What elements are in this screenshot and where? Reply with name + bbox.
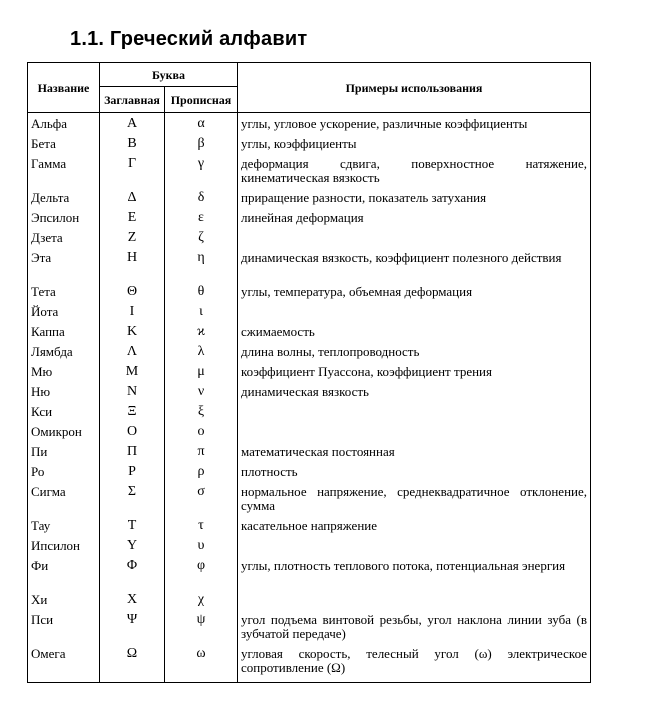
- lowercase-letter-cell: υ: [165, 539, 238, 559]
- lowercase-letter-cell: χ: [165, 593, 238, 613]
- lowercase-letter-cell: ν: [165, 385, 238, 405]
- lowercase-letter-cell: μ: [165, 365, 238, 385]
- table-row: [28, 157, 591, 191]
- header-lower: Прописная: [165, 87, 238, 113]
- table-row: [28, 191, 591, 211]
- uppercase-letter-cell: Τ: [100, 519, 165, 539]
- uppercase-letter-cell: Ε: [100, 211, 165, 231]
- table-row: [28, 251, 591, 285]
- usage-examples-cell: нормальное напряжение, среднеквадратичное отклонение, сумма: [238, 485, 591, 519]
- uppercase-letter-cell: Φ: [100, 559, 165, 593]
- header-upper: Заглавная: [100, 87, 165, 113]
- uppercase-letter-cell: Ξ: [100, 405, 165, 425]
- usage-examples-cell: деформация сдвига, поверхностное натяжение, кинематическая вязкость: [238, 157, 591, 191]
- lowercase-letter-cell: ε: [165, 211, 238, 231]
- usage-examples-cell: углы, плотность теплового потока, потенциальная энергия: [238, 559, 591, 593]
- letter-name-cell: Каппа: [28, 325, 100, 345]
- table-row: [28, 305, 591, 325]
- table-row: [28, 385, 591, 405]
- letter-name-cell: Альфа: [28, 113, 100, 137]
- header-examples: Примеры использования: [238, 63, 591, 113]
- letter-name-cell: Эпсилон: [28, 211, 100, 231]
- uppercase-letter-cell: Ν: [100, 385, 165, 405]
- letter-name-cell: Бета: [28, 137, 100, 157]
- table-row: [28, 613, 591, 647]
- letter-name-cell: Тау: [28, 519, 100, 539]
- letter-name-cell: Дельта: [28, 191, 100, 211]
- table-body: [28, 113, 591, 683]
- lowercase-letter-cell: π: [165, 445, 238, 465]
- lowercase-letter-cell: λ: [165, 345, 238, 365]
- lowercase-letter-cell: ζ: [165, 231, 238, 251]
- uppercase-letter-cell: Ο: [100, 425, 165, 445]
- usage-examples-cell: коэффициент Пуассона, коэффициент трения: [238, 365, 591, 385]
- usage-examples-cell: углы, коэффициенты: [238, 137, 591, 157]
- letter-name-cell: Ипсилон: [28, 539, 100, 559]
- lowercase-letter-cell: φ: [165, 559, 238, 593]
- uppercase-letter-cell: Μ: [100, 365, 165, 385]
- letter-name-cell: Пи: [28, 445, 100, 465]
- table-row: [28, 137, 591, 157]
- table-row: [28, 593, 591, 613]
- letter-name-cell: Кси: [28, 405, 100, 425]
- letter-name-cell: Гамма: [28, 157, 100, 191]
- table-row: [28, 425, 591, 445]
- usage-examples-cell: линейная деформация: [238, 211, 591, 231]
- greek-alphabet-table: [27, 62, 591, 683]
- usage-examples-cell: математическая постоянная: [238, 445, 591, 465]
- letter-name-cell: Хи: [28, 593, 100, 613]
- usage-examples-cell: [238, 305, 591, 325]
- page-title: 1.1. Греческий алфавит: [70, 28, 308, 50]
- uppercase-letter-cell: Η: [100, 251, 165, 285]
- lowercase-letter-cell: ϰ: [165, 325, 238, 345]
- letter-name-cell: Фи: [28, 559, 100, 593]
- header-name: Название: [28, 63, 100, 113]
- usage-examples-cell: касательное напряжение: [238, 519, 591, 539]
- table-row: [28, 211, 591, 231]
- lowercase-letter-cell: τ: [165, 519, 238, 539]
- letter-name-cell: Йота: [28, 305, 100, 325]
- table-row: [28, 485, 591, 519]
- usage-examples-cell: углы, угловое ускорение, различные коэффициенты: [238, 113, 591, 137]
- letter-name-cell: Эта: [28, 251, 100, 285]
- usage-examples-cell: динамическая вязкость: [238, 385, 591, 405]
- letter-name-cell: Лямбда: [28, 345, 100, 365]
- table-row: [28, 345, 591, 365]
- usage-examples-cell: углы, температура, объемная деформация: [238, 285, 591, 305]
- header-letter: Буква: [100, 63, 238, 87]
- uppercase-letter-cell: Ι: [100, 305, 165, 325]
- uppercase-letter-cell: Π: [100, 445, 165, 465]
- letter-name-cell: Мю: [28, 365, 100, 385]
- uppercase-letter-cell: Α: [100, 113, 165, 137]
- letter-name-cell: Омега: [28, 647, 100, 683]
- table-row: [28, 285, 591, 305]
- lowercase-letter-cell: α: [165, 113, 238, 137]
- lowercase-letter-cell: η: [165, 251, 238, 285]
- uppercase-letter-cell: Δ: [100, 191, 165, 211]
- uppercase-letter-cell: Ζ: [100, 231, 165, 251]
- usage-examples-cell: длина волны, теплопроводность: [238, 345, 591, 365]
- uppercase-letter-cell: Ψ: [100, 613, 165, 647]
- lowercase-letter-cell: ι: [165, 305, 238, 325]
- usage-examples-cell: угловая скорость, телесный угол (ω) электрическое сопротивление (Ω): [238, 647, 591, 683]
- table-row: [28, 465, 591, 485]
- lowercase-letter-cell: γ: [165, 157, 238, 191]
- usage-examples-cell: угол подъема винтовой резьбы, угол наклона линии зуба (в зубчатой передаче): [238, 613, 591, 647]
- usage-examples-cell: динамическая вязкость, коэффициент полезного действия: [238, 251, 591, 285]
- letter-name-cell: Сигма: [28, 485, 100, 519]
- lowercase-letter-cell: ρ: [165, 465, 238, 485]
- usage-examples-cell: [238, 231, 591, 251]
- usage-examples-cell: [238, 425, 591, 445]
- lowercase-letter-cell: ω: [165, 647, 238, 683]
- table-row: [28, 539, 591, 559]
- lowercase-letter-cell: θ: [165, 285, 238, 305]
- letter-name-cell: Тета: [28, 285, 100, 305]
- letter-name-cell: Ро: [28, 465, 100, 485]
- letter-name-cell: Дзета: [28, 231, 100, 251]
- usage-examples-cell: плотность: [238, 465, 591, 485]
- table-row: [28, 559, 591, 593]
- uppercase-letter-cell: Ρ: [100, 465, 165, 485]
- usage-examples-cell: сжимаемость: [238, 325, 591, 345]
- usage-examples-cell: [238, 593, 591, 613]
- lowercase-letter-cell: ο: [165, 425, 238, 445]
- table-row: [28, 325, 591, 345]
- letter-name-cell: Омикрон: [28, 425, 100, 445]
- table-row: [28, 365, 591, 385]
- usage-examples-cell: приращение разности, показатель затухания: [238, 191, 591, 211]
- uppercase-letter-cell: Β: [100, 137, 165, 157]
- table-row: [28, 405, 591, 425]
- uppercase-letter-cell: Υ: [100, 539, 165, 559]
- letter-name-cell: Пси: [28, 613, 100, 647]
- uppercase-letter-cell: Κ: [100, 325, 165, 345]
- uppercase-letter-cell: Σ: [100, 485, 165, 519]
- table-row: [28, 519, 591, 539]
- lowercase-letter-cell: σ: [165, 485, 238, 519]
- uppercase-letter-cell: Ω: [100, 647, 165, 683]
- uppercase-letter-cell: Λ: [100, 345, 165, 365]
- usage-examples-cell: [238, 405, 591, 425]
- table-row: [28, 445, 591, 465]
- table-row: [28, 113, 591, 137]
- lowercase-letter-cell: ψ: [165, 613, 238, 647]
- letter-name-cell: Ню: [28, 385, 100, 405]
- table-row: [28, 231, 591, 251]
- uppercase-letter-cell: Χ: [100, 593, 165, 613]
- uppercase-letter-cell: Θ: [100, 285, 165, 305]
- uppercase-letter-cell: Γ: [100, 157, 165, 191]
- table-row: [28, 647, 591, 683]
- lowercase-letter-cell: δ: [165, 191, 238, 211]
- lowercase-letter-cell: ξ: [165, 405, 238, 425]
- lowercase-letter-cell: β: [165, 137, 238, 157]
- usage-examples-cell: [238, 539, 591, 559]
